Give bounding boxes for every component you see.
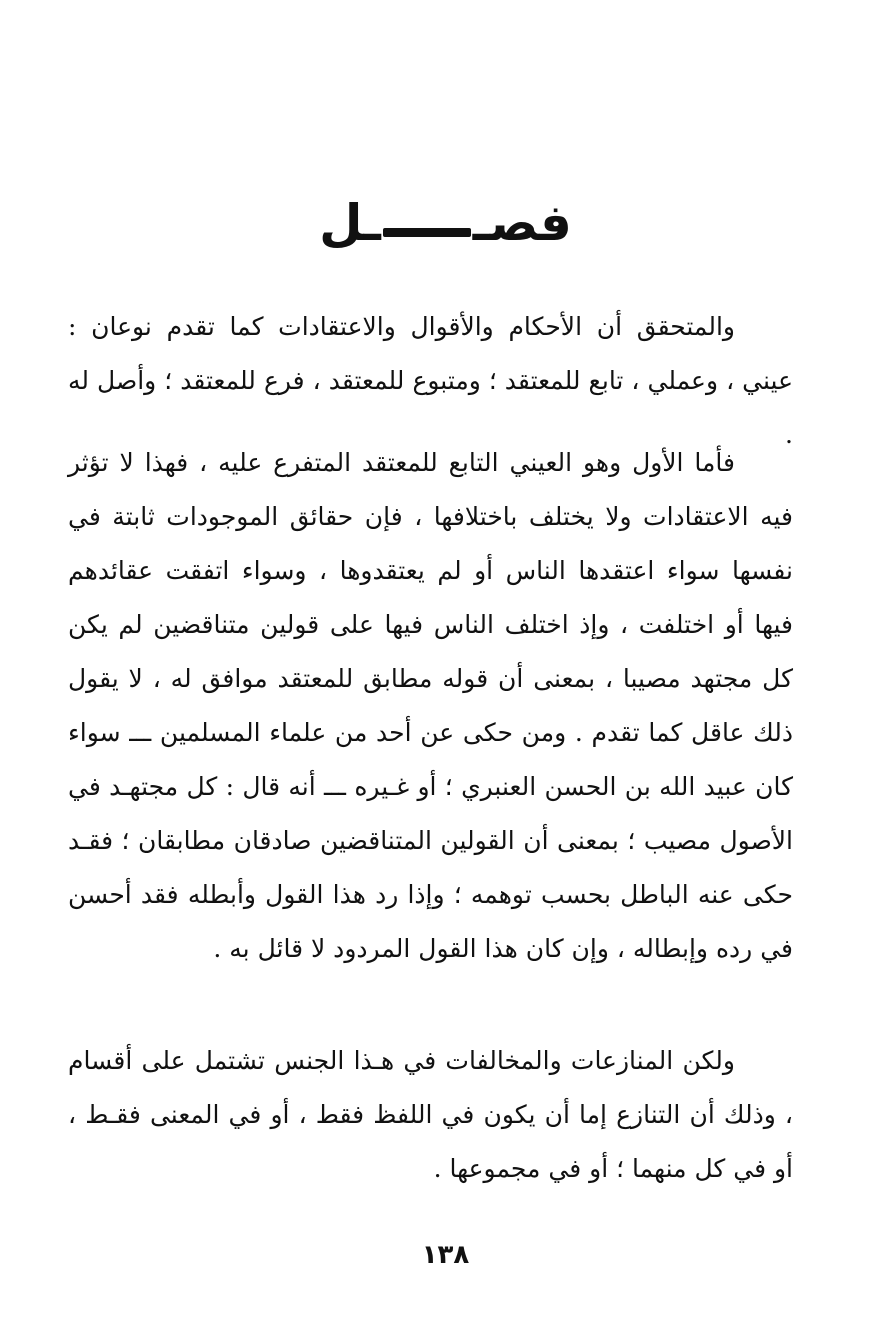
paragraph-2 <box>68 436 793 976</box>
paragraph-2-text: فأما الأول وهو العيني التابع للمعتقد المتفرع عليه ، فهذا لا تؤثر فيه الاعتقادات ولا يختلف باختلافها ، فإن حقائق الموجودات ثابتة في نفسها سواء اعتقدها الناس أو لم يعتقدوها ، وسواء اتفقت عقائدهم فيها أو اختلفت ، وإذ اختلف الناس فيها على قولين متناقضين لم يكن كل مجتهد مصيبا ، بمعنى أن قوله مطابق للمعتقد موافق له ، لا يقول ذلك عاقل كما تقدم . ومن حكى عن أحد من علماء المسلمين ـــ سواء كان عبيد الله بن الحسن العنبري ؛ أو غـيره ـــ أنه قال : كل مجتهـد في الأصول مصيب ؛ بمعنى أن القولين المتناقضين صادقان مطابقان ؛ فقـد حكى عنه الباطل بحسب توهمه ؛ وإذا رد هذا القول وأبطله فقد أحسن في رده وإبطاله ، وإن كان هذا القول المردود لا قائل به . <box>68 448 793 963</box>
heading-kashida-stroke <box>383 228 471 237</box>
paragraph-1-text: والمتحقق أن الأحكام والأقوال والاعتقادات كما تقدم نوعان : عيني ، وعملي ، تابع للمعتقد ؛ ومتبوع للمعتقد ، فرع للمعتقد ؛ وأصل له . <box>68 312 793 449</box>
page-number: ١٣٨ <box>421 1240 470 1270</box>
heading-end: ـل <box>319 194 381 252</box>
paragraph-3 <box>68 1034 793 1196</box>
paragraph-3-text: ولكن المنازعات والمخالفات في هـذا الجنس تشتمل على أقسام ، وذلك أن التنازع إما أن يكون في اللفظ فقط ، أو في المعنى فقـط ، أو في كل منهما ؛ أو في مجموعها . <box>68 1046 793 1183</box>
section-heading <box>0 188 891 258</box>
heading-start: فصـ <box>472 194 572 252</box>
